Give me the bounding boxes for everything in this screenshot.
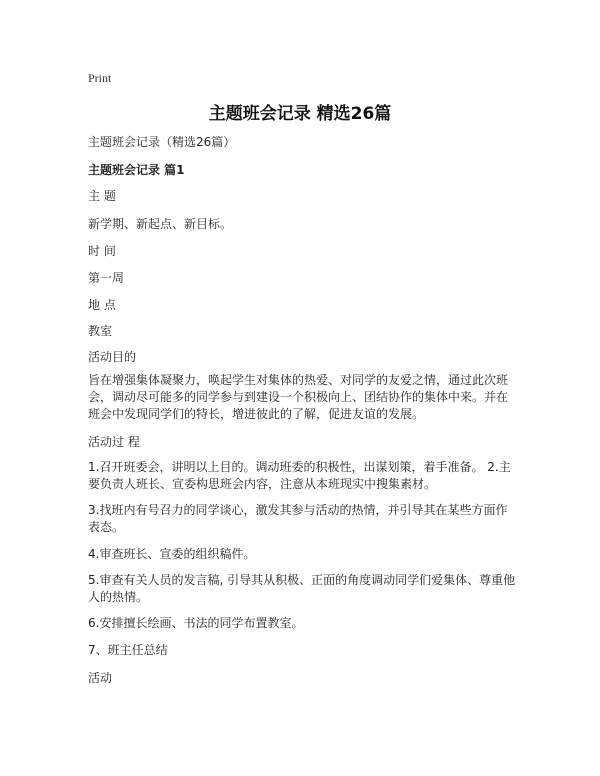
print-link[interactable]: Print bbox=[88, 71, 112, 85]
process-step: 4.审查班长、宣委的组织稿件。 bbox=[88, 547, 256, 561]
theme-label: 主 题 bbox=[88, 189, 116, 203]
process-step: 1.召开班委会，讲明以上目的。调动班委的积极性，出谋划策，着手准备。 2.主要负责人班长、宣委构思班会内容，注意从本班现实中搜集素材。 bbox=[88, 460, 511, 491]
place-label: 地 点 bbox=[88, 298, 116, 312]
place-value: 教室 bbox=[88, 324, 113, 338]
purpose-label: 活动目的 bbox=[88, 350, 137, 364]
section-heading: 主题班会记录 篇1 bbox=[88, 163, 185, 177]
time-value: 第一周 bbox=[88, 271, 125, 285]
activity-label: 活动 bbox=[88, 671, 113, 685]
process-step: 5.审查有关人员的发言稿, 引导其从积极、正面的角度调动同学们爱集体、尊重他人的热情。 bbox=[88, 573, 516, 604]
page-title: 主题班会记录 精选26篇 bbox=[208, 104, 392, 124]
time-label: 时 间 bbox=[88, 244, 116, 258]
purpose-paragraph: 旨在增强集体凝聚力，唤起学生对集体的热爱、对同学的友爱之情，通过此次班会，调动尽可能多的同学参与到建设一个积极向上、团结协作的集体中来。并在班会中发现同学们的特长，增进彼此的了解，促进友谊的发展。 bbox=[88, 373, 509, 421]
theme-value: 新学期、新起点、新目标。 bbox=[88, 217, 233, 231]
process-step: 7、班主任总结 bbox=[88, 643, 168, 657]
document-subtitle: 主题班会记录（精选26篇） bbox=[88, 135, 236, 149]
process-step: 6.安排擅长绘画、书法的同学布置教室。 bbox=[88, 616, 304, 630]
process-step: 3.找班内有号召力的同学谈心，激发其参与活动的热情，并引导其在某些方面作表态。 bbox=[88, 503, 508, 534]
process-label: 活动过 程 bbox=[88, 435, 140, 449]
